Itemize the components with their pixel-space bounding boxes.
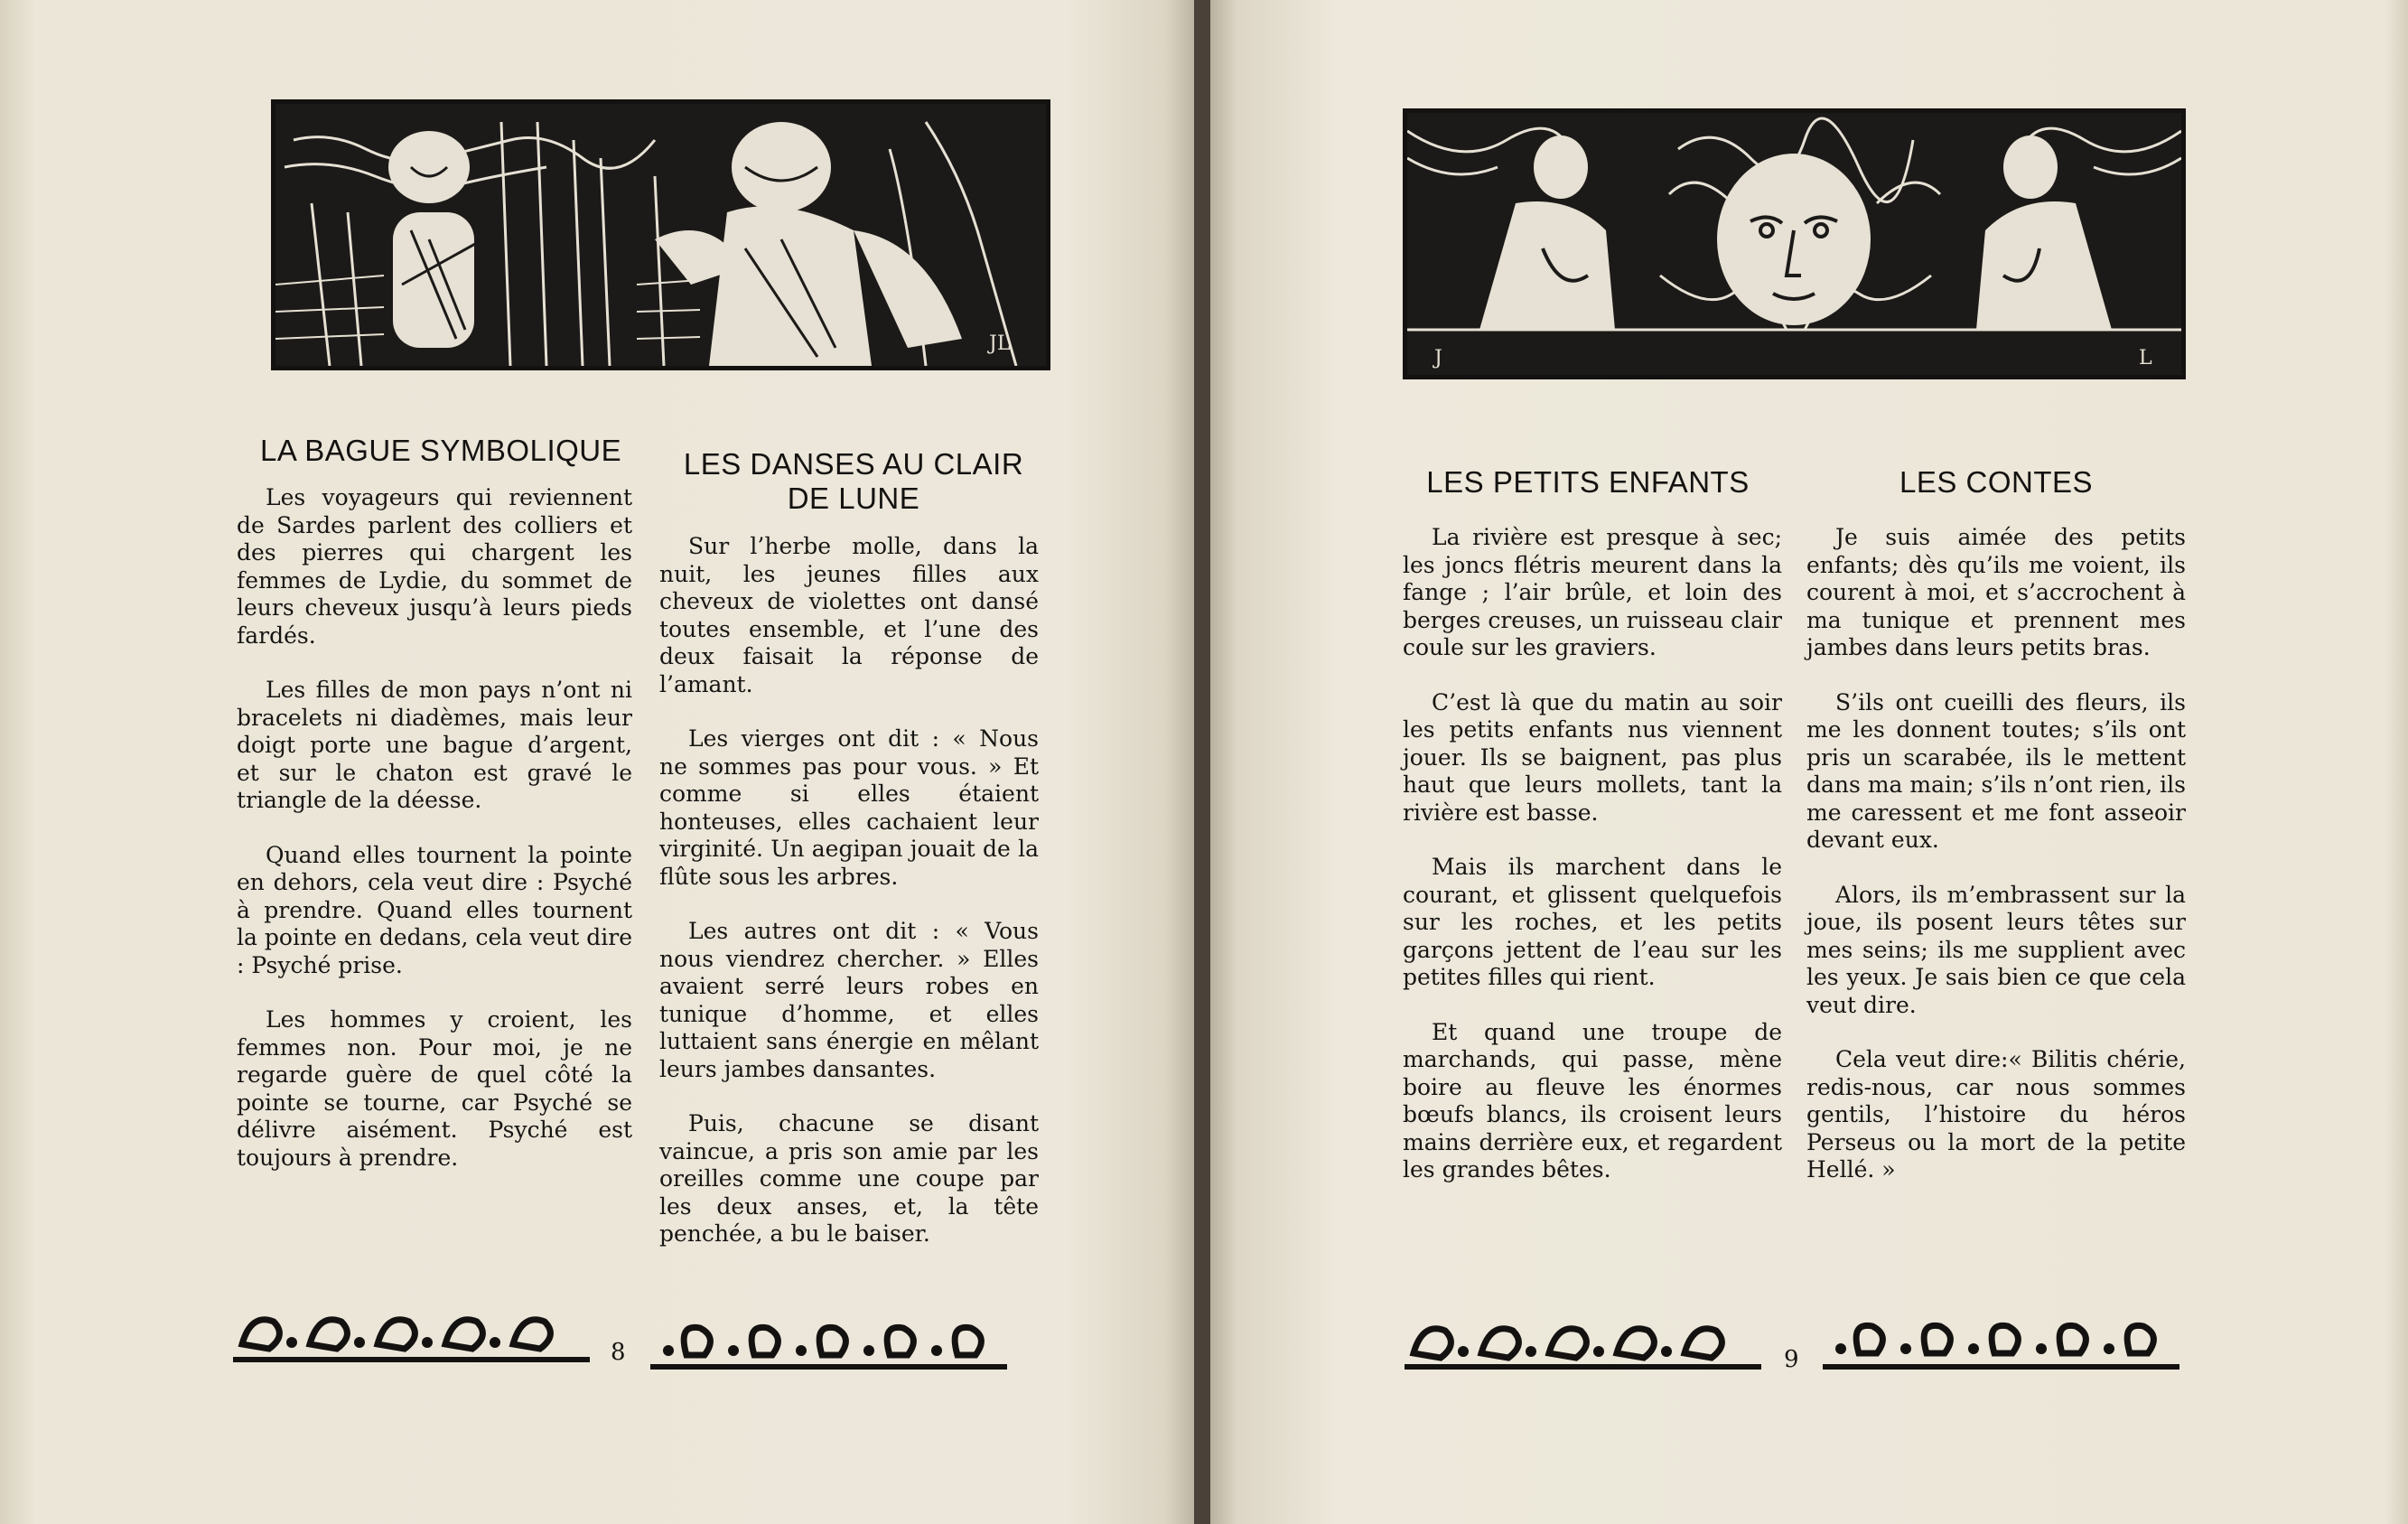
section-title-bague: LA BAGUE SYMBOLIQUE — [260, 434, 622, 467]
section-title-contes: LES CONTES — [1899, 465, 2094, 499]
right-page — [1210, 0, 2408, 1524]
paragraph: Puis, chacune se disant vaincue, a pris son amie par les oreilles comme une coupe par les deux anses, et, la tête penchée, a bu le baiser. — [659, 1110, 1039, 1247]
text-column-danses — [659, 533, 1039, 1276]
woodcut-illustration-medusa — [1403, 108, 2186, 379]
text-column-contes — [1806, 524, 2186, 1211]
woodcut-mark-right: L — [2139, 347, 2152, 369]
book-gutter — [1194, 0, 1210, 1524]
paragraph: Et quand une troupe de marchands, qui passe, mène boire au fleuve les énormes bœufs blancs, ils croisent leurs mains derrière eux, et regardent les grandes bêtes. — [1403, 1018, 1782, 1183]
woodcut-mark-left: J — [1434, 347, 1442, 369]
text-column-petits-enfants — [1403, 524, 1782, 1211]
page-number-right: 9 — [1784, 1346, 1799, 1373]
paragraph: S’ils ont cueilli des fleurs, ils me les donnent toutes; s’ils ont pris un scarabée, ils le mettent dans ma main; s’ils n’ont rien, ils me caressent et me font asseoir devant eux. — [1806, 688, 2186, 853]
paragraph: Les hommes y croient, les femmes non. Pour moi, je ne regarde guère de quel côté la pointe se tourne, car Psyché se délivre aisément. Psyché est toujours à prendre. — [237, 1006, 632, 1171]
paragraph: Les vierges ont dit : « Nous ne sommes pas pour vous. » Et comme si elles étaient honteuses, elles cachaient leur virginité. Un aegipan jouait de la flûte sous les arbres. — [659, 725, 1039, 890]
page-number-left: 8 — [611, 1339, 626, 1366]
paragraph: Mais ils marchent dans le courant, et glissent quelquefois sur les roches, et les petits garçons jettent de l’eau sur les petites filles qui rient. — [1403, 854, 1782, 990]
paragraph: Sur l’herbe molle, dans la nuit, les jeunes filles aux cheveux de violettes ont dansé toutes ensemble, et l’une des deux faisait la réponse de l’amant. — [659, 533, 1039, 697]
paragraph: Quand elles tournent la pointe en dehors, cela veut dire : Psyché à prendre. Quand elles tournent la pointe en dedans, cela veut dire : Psyché prise. — [237, 841, 632, 978]
ornamental-border-right-b — [1823, 1308, 2179, 1373]
section-title-danses: LES DANSES AU CLAIR DE LUNE — [683, 447, 1024, 515]
section-title-petits-enfants: LES PETITS ENFANTS — [1426, 465, 1750, 499]
left-page — [0, 0, 1194, 1524]
paragraph: Je suis aimée des petits enfants; dès qu’ils me voient, ils courent à moi, et s’accrochent à ma tunique et prennent mes jambes dans leurs petits bras. — [1806, 524, 2186, 660]
woodcut-illustration-flute-player — [271, 99, 1050, 370]
paragraph: Alors, ils m’embrassent sur la joue, ils posent leurs têtes sur mes seins; ils me supplient avec les yeux. Je sais bien ce que cela veut dire. — [1806, 881, 2186, 1018]
text-column-bague — [237, 484, 632, 1199]
woodcut-monogram: JL — [989, 332, 1011, 355]
paragraph: Cela veut dire:« Bilitis chérie, redis-nous, car nous sommes gentils, l’histoire du héros Perseus ou la mort de la petite Hellé. » — [1806, 1046, 2186, 1183]
ornamental-border-left-a — [233, 1299, 590, 1367]
paragraph: Les filles de mon pays n’ont ni bracelets ni diadèmes, mais leur doigt porte une bague d’argent, et sur le chaton est gravé le triangle de la déesse. — [237, 677, 632, 813]
ornamental-border-left-b — [650, 1310, 1007, 1373]
paragraph: C’est là que du matin au soir les petits enfants nus viennent jouer. Ils se baignent, pas plus haut que leurs mollets, tant la rivière est basse. — [1403, 688, 1782, 826]
paragraph: Les autres ont dit : « Vous nous viendrez chercher. » Elles avaient serré leurs robes en tunique d’homme, et elles luttaient sans énergie en mêlant leurs jambes dansantes. — [659, 918, 1039, 1082]
paragraph: Les voyageurs qui reviennent de Sardes parlent des colliers et des pierres qui chargent les femmes de Lydie, du sommet de leurs cheveux jusqu’à leurs pieds fardés. — [237, 484, 632, 649]
paragraph: La rivière est presque à sec; les joncs flétris meurent dans la fange ; l’air brûle, et loin des berges creuses, un ruisseau clair coule sur les graviers. — [1403, 524, 1782, 660]
ornamental-border-right-a — [1405, 1308, 1761, 1373]
